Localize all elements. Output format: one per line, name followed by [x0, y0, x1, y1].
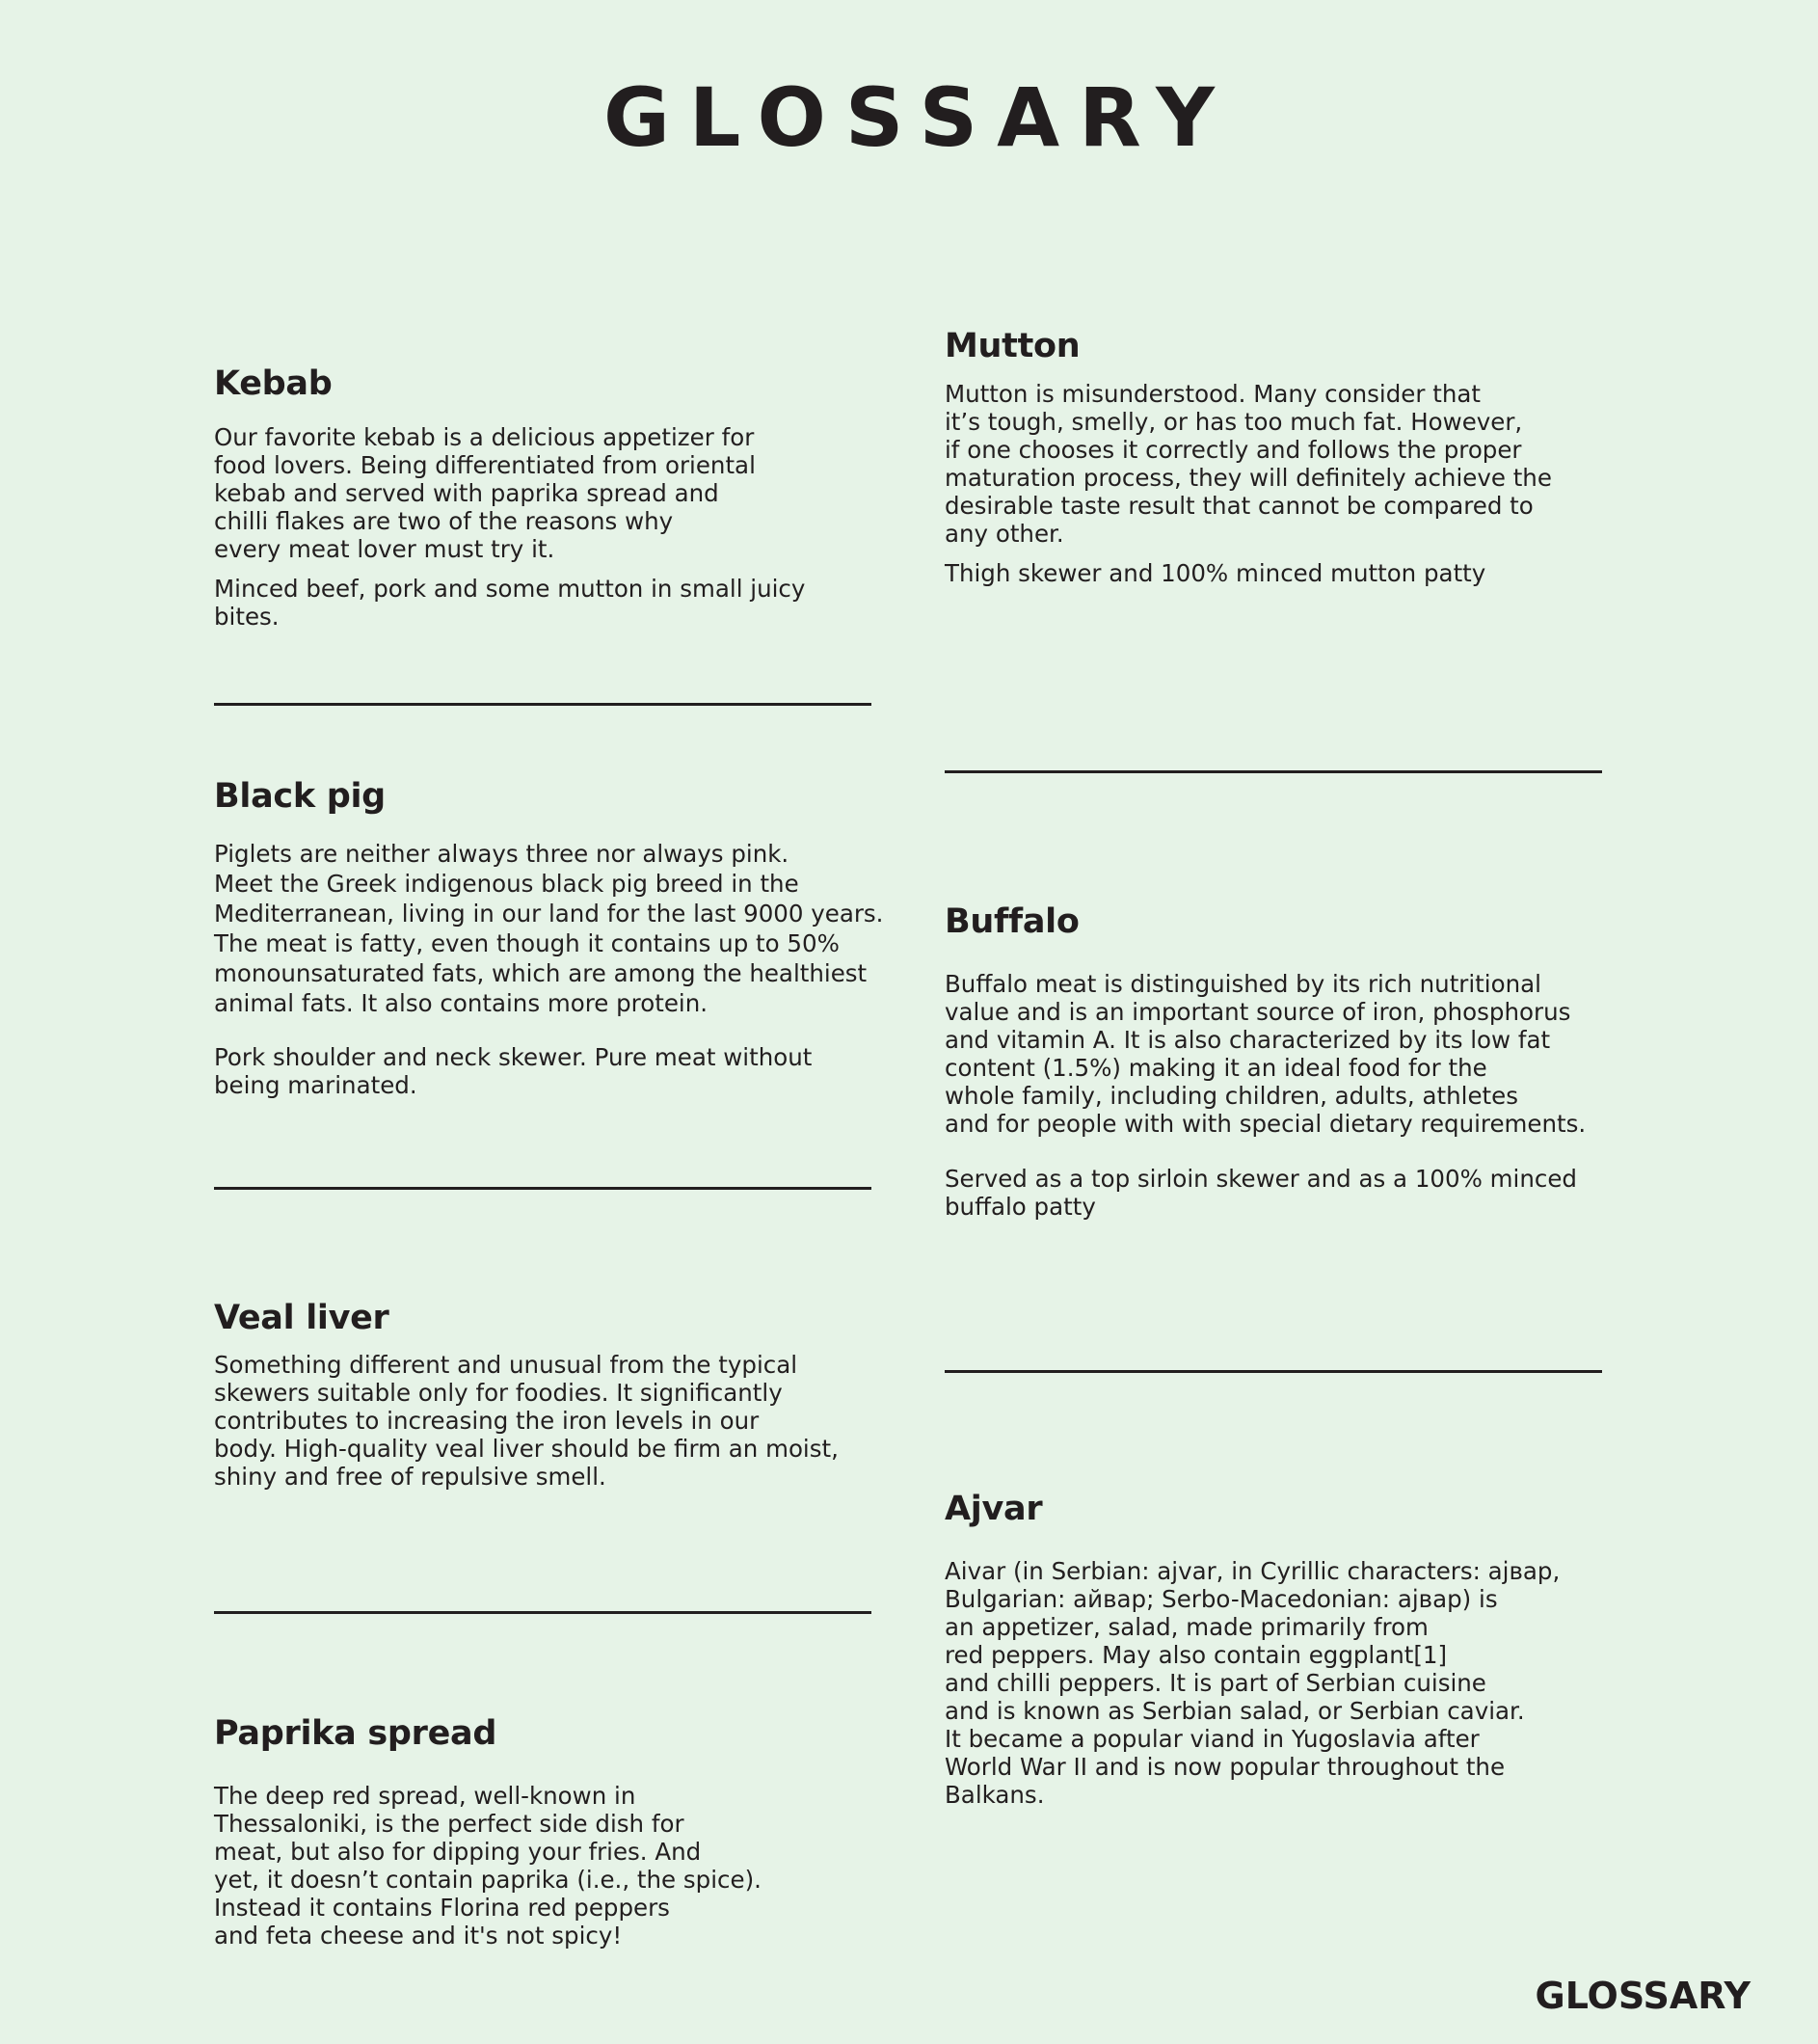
entry-heading: Paprika spread — [214, 1714, 497, 1753]
glossary-entry-mutton — [945, 325, 1619, 587]
entry-heading: Buffalo — [945, 902, 1080, 941]
entry-description: Piglets are neither always three nor always pink. Meet the Greek indigenous black pig breed in the Mediterranean, living in our land for the last 9000 years. The meat is fatty, even though it contains up to 50% monounsaturated fats, which are among the healthiest animal fats. It also contains more protein. — [214, 840, 884, 1017]
entry-description: The deep red spread, well-known in Thessaloniki, is the perfect side dish for meat, but also for dipping your fries. And yet, it doesn’t contain paprika (i.e., the spice). Instead it contains Florina red peppers and feta cheese and it's not spicy! — [214, 1782, 762, 1950]
divider — [214, 1187, 871, 1190]
page-title: GLOSSARY — [602, 70, 1235, 165]
entry-heading: Kebab — [214, 364, 333, 403]
entry-detail: Minced beef, pork and some mutton in small juicy bites. — [214, 575, 806, 631]
divider — [945, 1370, 1602, 1373]
entry-description: Aivar (in Serbian: ajvar, in Cyrillic characters: ајвар, Bulgarian: айвар; Serbo-Macedonian: ајвар) is an appetizer, salad, made primarily from red peppers. May also contain eggplant[1] and chilli peppers. It is part of Serbian cuisine and is known as Serbian salad, or Serbian caviar. It became a popular viand in Yugoslavia after World War II and is now popular throughout the Balkans. — [945, 1557, 1561, 1809]
glossary-entry-black-pig — [214, 775, 889, 1099]
entry-heading: Veal liver — [214, 1299, 389, 1337]
footer-logo: GLOSSARY — [1535, 1975, 1751, 2017]
glossary-entry-paprika-spread — [214, 1712, 889, 1950]
entry-detail: Pork shoulder and neck skewer. Pure meat without being marinated. — [214, 1043, 813, 1099]
glossary-entry-veal-liver — [214, 1297, 889, 1491]
divider — [214, 1611, 871, 1614]
entry-detail: Thigh skewer and 100% minced mutton patty — [945, 559, 1486, 587]
entry-description: Something different and unusual from the typical skewers suitable only for foodies. It significantly contributes to increasing the iron levels in our body. High-quality veal liver should be firm an moist, shiny and free of repulsive smell. — [214, 1351, 839, 1491]
entry-heading: Black pig — [214, 777, 386, 816]
entry-description: Buffalo meat is distinguished by its rich nutritional value and is an important source of iron, phosphorus and vitamin A. It is also characterized by its low fat content (1.5%) making it an ideal food for the whole family, including children, adults, athletes and for people with with special dietary requirements. — [945, 970, 1587, 1138]
glossary-entry-buffalo — [945, 901, 1619, 1221]
entry-detail: Served as a top sirloin skewer and as a 100% minced buffalo patty — [945, 1165, 1577, 1221]
entry-heading: Mutton — [945, 327, 1081, 365]
glossary-entry-kebab — [214, 363, 889, 631]
entry-description: Our favorite kebab is a delicious appetizer for food lovers. Being differentiated from oriental kebab and served with paprika spread and chilli flakes are two of the reasons why every meat lover must try it. — [214, 423, 756, 563]
divider — [945, 770, 1602, 773]
entry-heading: Ajvar — [945, 1490, 1043, 1528]
divider — [214, 703, 871, 706]
glossary-entry-ajvar — [945, 1488, 1619, 1809]
entry-description: Mutton is misunderstood. Many consider that it’s tough, smelly, or has too much fat. However, if one chooses it correctly and follows the proper maturation process, they will definitely achieve the desirable taste result that cannot be compared to any other. — [945, 380, 1552, 548]
